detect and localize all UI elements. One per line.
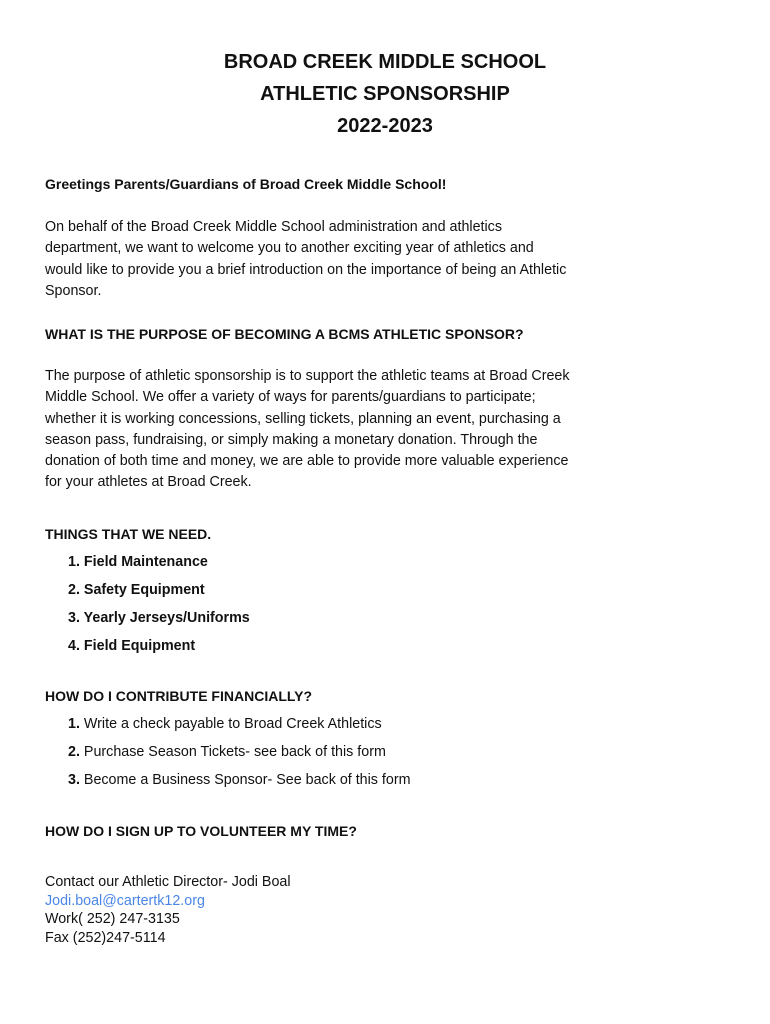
contribute-list [68, 710, 411, 794]
contact-block [45, 873, 291, 947]
needs-heading: THINGS THAT WE NEED. [45, 526, 212, 542]
email-link[interactable]: Jodi.boal@cartertk12.org [45, 892, 205, 909]
list-item: 3. Become a Business Sponsor- See back of this form [68, 772, 411, 788]
fax-number: Fax (252)247-5114 [45, 929, 166, 946]
list-item: 1. Write a check payable to Broad Creek Athletics [68, 716, 382, 732]
list-item: 1. Field Maintenance [68, 554, 208, 570]
list-item: 4. Field Equipment [68, 638, 196, 654]
intro-paragraph: On behalf of the Broad Creek Middle School administration and athletics department, we want to welcome you to another exciting year of athletics and would like to provide you a brief introduction on the importance of being an Athletic Sponsor. [45, 219, 567, 299]
contact-line: Contact our Athletic Director- Jodi Boal [45, 874, 291, 890]
contribute-heading: HOW DO I CONTRIBUTE FINANCIALLY? [45, 688, 313, 704]
program-name: ATHLETIC SPONSORSHIP [260, 83, 510, 105]
list-item: 2. Safety Equipment [68, 582, 205, 598]
list-item: 2. Purchase Season Tickets- see back of this form [68, 744, 386, 760]
list-item: 3. Yearly Jerseys/Uniforms [68, 610, 250, 626]
needs-list [68, 548, 250, 660]
school-name: BROAD CREEK MIDDLE SCHOOL [223, 51, 547, 73]
purpose-heading: WHAT IS THE PURPOSE OF BECOMING A BCMS ATHLETIC SPONSOR? [45, 326, 524, 342]
school-year: 2022-2023 [337, 115, 433, 137]
greeting: Greetings Parents/Guardians of Broad Creek Middle School! [45, 176, 447, 192]
document-title [0, 46, 770, 142]
volunteer-heading: HOW DO I SIGN UP TO VOLUNTEER MY TIME? [45, 823, 357, 839]
purpose-paragraph: The purpose of athletic sponsorship is to support the athletic teams at Broad Creek Middle School. We offer a variety of ways for parents/guardians to participate; whether it is working concessions, selling tickets, planning an event, purchasing a season pass, fundraising, or simply making a monetary donation. Through the donation of both time and money, we are able to provide more valuable experience for your athletes at Broad Creek. [45, 368, 570, 491]
work-phone: Work( 252) 247-3135 [45, 911, 180, 927]
